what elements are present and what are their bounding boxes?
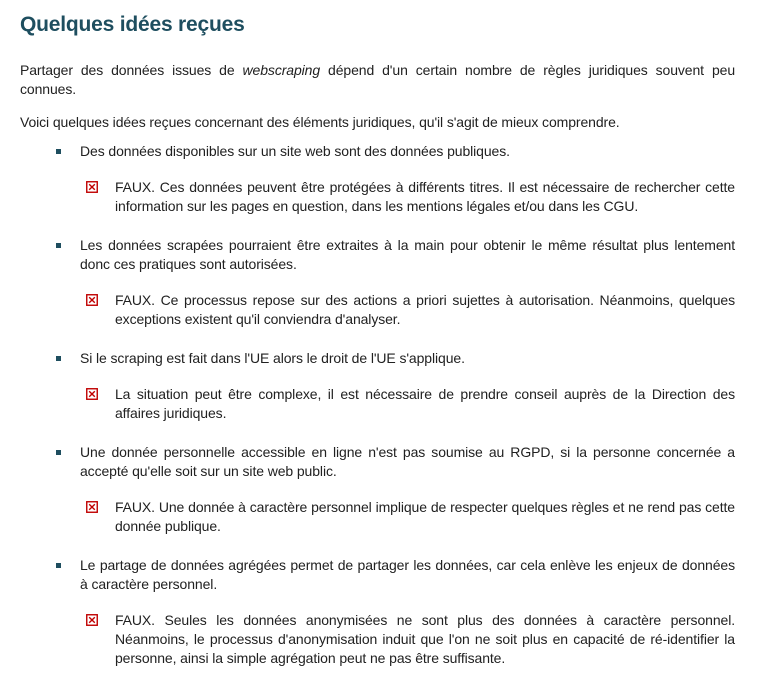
claim-text: Des données disponibles sur un site web sont des données publiques.	[80, 143, 510, 159]
square-bullet-icon	[56, 563, 61, 568]
claim-text: Si le scraping est fait dans l'UE alors le droit de l'UE s'applique.	[80, 350, 465, 366]
square-bullet-icon	[56, 243, 61, 248]
response-text: La situation peut être complexe, il est nécessaire de prendre conseil auprès de la Direction des affaires juridiques.	[115, 386, 735, 421]
list-item	[20, 349, 735, 423]
square-bullet-icon	[56, 450, 61, 455]
square-bullet-icon	[56, 356, 61, 361]
cross-box-icon	[86, 501, 98, 513]
response-text: FAUX. Seules les données anonymisées ne sont plus des données à caractère personnel. Néanmoins, le processus d'anonymisation induit que l'on ne soit plus en capacité de ré-identifier la personne, ainsi la simple agrégation peut ne pas être suffisante.	[115, 612, 735, 666]
cross-box-icon	[86, 614, 98, 626]
claim	[20, 556, 735, 594]
response-text: FAUX. Ce processus repose sur des actions a priori sujettes à autorisation. Néanmoins, quelques exceptions existent qu'il conviendra d'analyser.	[115, 292, 735, 327]
square-bullet-icon	[56, 149, 61, 154]
list-item	[20, 443, 735, 536]
claim	[20, 236, 735, 274]
list-item	[20, 142, 735, 216]
claim-text: Le partage de données agrégées permet de partager les données, car cela enlève les enjeux de données à caractère personnel.	[80, 557, 735, 592]
list-item	[20, 556, 735, 668]
response	[20, 611, 735, 668]
intro-1-text-after: dépend d'un certain nombre de règles juridiques souvent peu connues.	[20, 62, 736, 97]
page-title: Quelques idées reçues	[20, 13, 245, 36]
claim-text: Une donnée personnelle accessible en ligne n'est pas soumise au RGPD, si la personne concernée a accepté qu'elle soit sur un site web public.	[80, 444, 735, 479]
claim	[20, 142, 735, 161]
list-item	[20, 236, 735, 329]
cross-box-icon	[86, 388, 98, 400]
intro-paragraph-1	[20, 61, 735, 99]
response	[20, 291, 735, 329]
response-text: FAUX. Une donnée à caractère personnel implique de respecter quelques règles et ne rend pas cette donnée publique.	[115, 499, 735, 534]
intro-1-italic-term: webscraping	[242, 62, 321, 78]
claim	[20, 443, 735, 481]
response	[20, 385, 735, 423]
claim-text: Les données scrapées pourraient être extraites à la main pour obtenir le même résultat plus lentement donc ces pratiques sont autorisées.	[80, 237, 735, 272]
response	[20, 178, 735, 216]
response-text: FAUX. Ces données peuvent être protégées à différents titres. Il est nécessaire de rechercher cette information sur les pages en question, dans les mentions légales et/ou dans les CGU.	[115, 179, 735, 214]
intro-paragraph-2: Voici quelques idées reçues concernant des éléments juridiques, qu'il s'agit de mieux comprendre.	[20, 114, 620, 130]
cross-box-icon	[86, 294, 98, 306]
response	[20, 498, 735, 536]
cross-box-icon	[86, 181, 98, 193]
intro-1-text-before: Partager des données issues de	[20, 62, 243, 78]
claim	[20, 349, 735, 368]
ideas-list	[20, 142, 735, 668]
